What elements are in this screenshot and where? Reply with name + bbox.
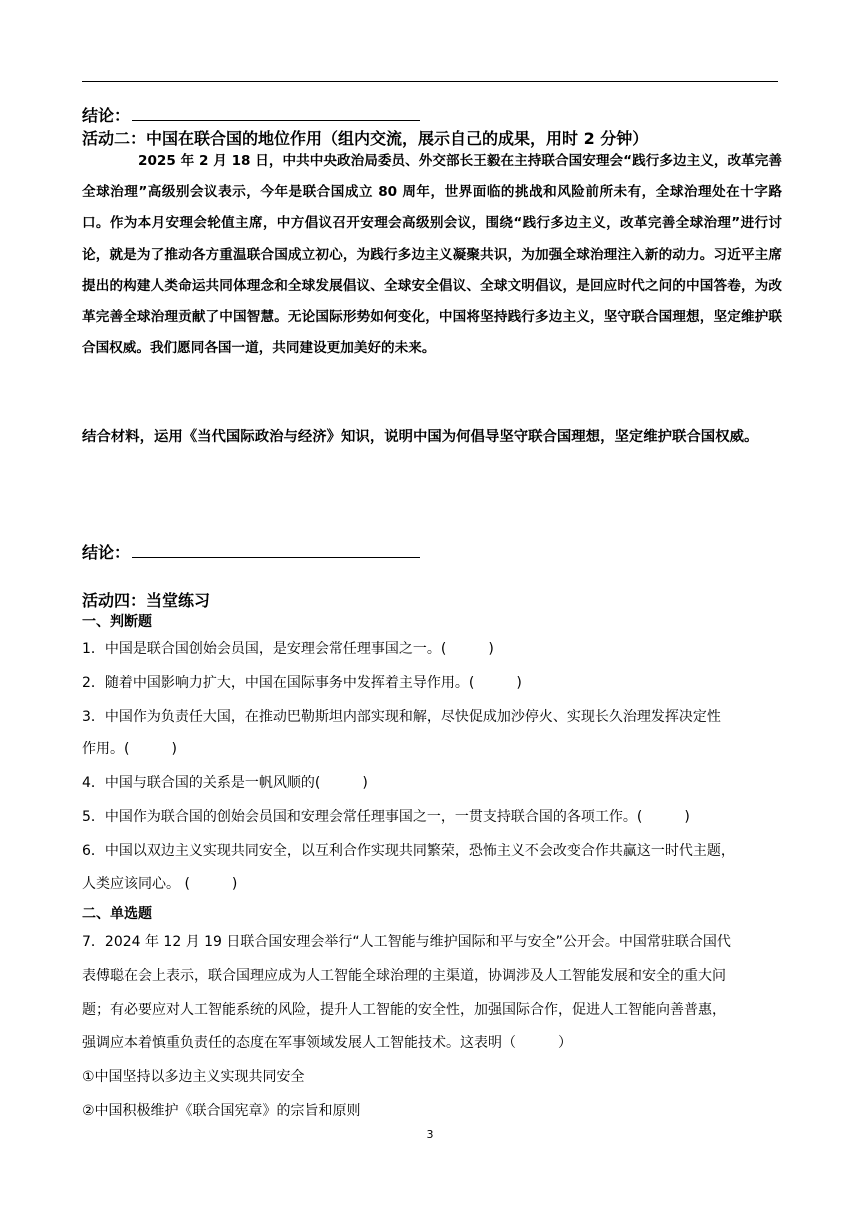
question-text: 结合材料，运用《当代国际政治与经济》知识，说明中国为何倡导坚守联合国理想，坚定维护联合国权威。 bbox=[82, 429, 759, 445]
material-text: 2025 年 2 月 18 日，中共中央政治局委员、外交部长王毅在主持联合国安理会“践行多边主义，改革完善全球治理”高级别会议表示，今年是联合国成立 80 周年，世界面临的挑战和风险前所未有，全球治理处在十字路口。作为本月安理会轮值主席，中方倡议召开安理会高级别会议，围绕“践行多边主义，改革完善全球治理”进行讨论，就是为了推动各方重温联合国成立初心，为践行多边主义凝聚共识，为加强全球治理注入新的动力。习近平主席提出的构建人类命运共同体理念和全球发展倡议、全球安全倡议、全球文明倡议，是回应时代之问的中国答卷，为改革完善全球治理贡献了中国智慧。无论国际形势如何变化，中国将坚持践行多边主义，坚守联合国理想，坚定维护联合国权威。我们愿同各国一道，共同建设更加美好的未来。 bbox=[82, 153, 782, 357]
section-title-single-choice: 二、单选题 bbox=[82, 906, 152, 922]
list-item: 5．中国作为联合国的创始会员国和安理会常任理事国之一，一贯支持联合国的各项工作。( ) bbox=[82, 809, 690, 825]
list-item: 强调应本着慎重负责任的态度在军事领域发展人工智能技术。这表明（ ） bbox=[82, 1035, 572, 1051]
top-rule bbox=[82, 81, 778, 82]
conclusion-line-1 bbox=[82, 103, 420, 126]
list-item: 3．中国作为负责任大国，在推动巴勒斯坦内部实现和解，尽快促成加沙停火、实现长久治理发挥决定性 bbox=[82, 709, 721, 725]
list-item: 7．2024 年 12 月 19 日联合国安理会举行“人工智能与维护国际和平与安全”公开会。中国常驻联合国代 bbox=[82, 934, 731, 950]
material-paragraph bbox=[82, 146, 782, 364]
list-item: 2．随着中国影响力扩大，中国在国际事务中发挥着主导作用。( ) bbox=[82, 675, 522, 691]
list-item: 1．中国是联合国创始会员国，是安理会常任理事国之一。( ) bbox=[82, 641, 494, 657]
conclusion-line-2 bbox=[82, 540, 420, 563]
list-item: 题；有必要应对人工智能系统的风险，提升人工智能的安全性，加强国际合作，促进人工智能向善普惠， bbox=[82, 1002, 726, 1018]
list-item: 人类应该同心。 ( ) bbox=[82, 876, 238, 892]
list-item: 表傅聪在会上表示，联合国理应成为人工智能全球治理的主渠道，协调涉及人工智能发展和安全的重大问 bbox=[82, 968, 726, 984]
section-title-judgement: 一、判断题 bbox=[82, 614, 152, 630]
answer-blank[interactable] bbox=[132, 543, 420, 558]
list-item: 6．中国以双边主义实现共同安全，以互利合作实现共同繁荣，恐怖主义不会改变合作共赢这一时代主题， bbox=[82, 843, 735, 859]
conclusion-label: 结论： bbox=[82, 106, 131, 125]
option-item: ②中国积极维护《联合国宪章》的宗旨和原则 bbox=[82, 1103, 361, 1119]
activity2-heading: 活动二：中国在联合国的地位作用（组内交流，展示自己的成果，用时 2 分钟） bbox=[82, 129, 649, 148]
answer-blank[interactable] bbox=[132, 106, 420, 121]
page-number: 3 bbox=[426, 1128, 434, 1141]
option-item: ①中国坚持以多边主义实现共同安全 bbox=[82, 1069, 305, 1085]
list-item: 作用。( ) bbox=[82, 741, 177, 757]
list-item: 4．中国与联合国的关系是一帆风顺的( ) bbox=[82, 775, 368, 791]
conclusion-label: 结论： bbox=[82, 543, 131, 562]
activity4-heading: 活动四：当堂练习 bbox=[82, 591, 211, 610]
